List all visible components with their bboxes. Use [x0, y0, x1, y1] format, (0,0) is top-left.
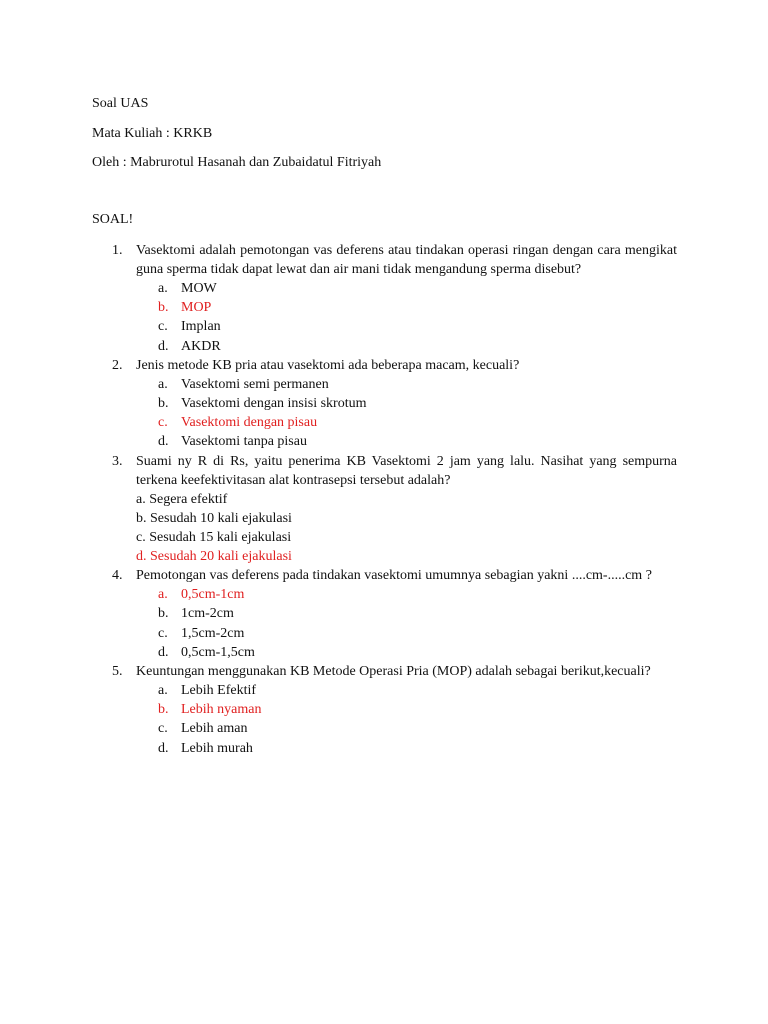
option-letter: b. — [158, 702, 169, 718]
course-line: Mata Kuliah : KRKB — [92, 126, 213, 141]
option-text: Lebih murah — [181, 740, 253, 756]
option-a — [0, 681, 768, 700]
document-title: Soal UAS — [92, 96, 149, 111]
option-d — [0, 643, 768, 662]
option-c-answer — [0, 413, 768, 432]
option-text: Vasektomi tanpa pisau — [181, 434, 307, 450]
option-text: 1cm-2cm — [181, 606, 234, 622]
option-text: c. Sesudah 15 kali ejakulasi — [136, 529, 292, 545]
option-c — [0, 317, 768, 336]
option-a — [0, 375, 768, 394]
option-list — [0, 279, 768, 356]
question-number: 2. — [112, 357, 123, 373]
option-a — [0, 279, 768, 298]
option-a — [0, 490, 768, 509]
option-letter: b. — [158, 606, 169, 622]
option-letter: d. — [158, 338, 169, 354]
option-d — [0, 739, 768, 758]
question-3 — [0, 452, 768, 567]
question-1 — [0, 241, 768, 356]
option-text: Vasektomi semi permanen — [181, 376, 329, 392]
option-letter: b. — [158, 300, 169, 316]
question-text: Pemotongan vas deferens pada tindakan vasektomi umumnya sebagian yakni ....cm-.....cm ? — [136, 568, 652, 584]
option-d — [0, 337, 768, 356]
question-number: 4. — [112, 568, 123, 584]
option-text: 0,5cm-1,5cm — [181, 644, 255, 660]
option-list — [0, 490, 768, 567]
option-d — [0, 432, 768, 451]
option-text: b. Sesudah 10 kali ejakulasi — [136, 510, 292, 526]
question-number: 1. — [112, 243, 123, 258]
option-letter: d. — [158, 644, 169, 660]
option-text: Implan — [181, 319, 221, 335]
question-number: 5. — [112, 664, 123, 679]
option-text: Lebih Efektif — [181, 683, 257, 698]
option-letter: c. — [158, 415, 168, 431]
option-letter: c. — [158, 625, 168, 641]
option-c — [0, 624, 768, 643]
option-b — [0, 509, 768, 528]
option-letter: a. — [158, 281, 168, 296]
option-c — [0, 528, 768, 547]
question-number: 3. — [112, 453, 123, 469]
section-label: SOAL! — [92, 212, 134, 227]
question-list — [0, 241, 768, 758]
option-c — [0, 719, 768, 738]
option-letter: c. — [158, 721, 168, 737]
question-4 — [0, 566, 768, 662]
option-text: d. Sesudah 20 kali ejakulasi — [136, 549, 292, 565]
option-letter: c. — [158, 319, 168, 335]
question-2 — [0, 356, 768, 452]
question-text: Keuntungan menggunakan KB Metode Operasi Pria (MOP) adalah sebagai berikut,kecuali? — [136, 664, 651, 679]
option-b-answer — [0, 298, 768, 317]
option-text: MOW — [181, 281, 217, 296]
option-letter: a. — [158, 683, 168, 698]
option-text: Lebih nyaman — [181, 702, 262, 718]
option-b — [0, 394, 768, 413]
option-list — [0, 375, 768, 452]
option-text: MOP — [181, 300, 212, 316]
question-text: Suami ny R di Rs, yaitu penerima KB Vasektomi 2 jam yang lalu. Nasihat yang sempurna terkena keefektivitasan alat kontrasepsi tersebut adalah? — [136, 453, 677, 488]
option-text: a. Segera efektif — [136, 491, 228, 507]
authors-line: Oleh : Mabrurotul Hasanah dan Zubaidatul Fitriyah — [92, 155, 382, 170]
option-b — [0, 604, 768, 623]
option-list — [0, 585, 768, 662]
option-list — [0, 681, 768, 758]
option-text: Lebih aman — [181, 721, 248, 737]
option-a-answer — [0, 585, 768, 604]
option-b-answer — [0, 700, 768, 719]
option-text: Vasektomi dengan pisau — [181, 415, 318, 431]
option-text: 0,5cm-1cm — [181, 587, 245, 603]
option-text: Vasektomi dengan insisi skrotum — [181, 395, 367, 411]
option-letter: a. — [158, 376, 168, 392]
question-text: Vasektomi adalah pemotongan vas deferens atau tindakan operasi ringan dengan cara mengikat guna sperma tidak dapat lewat dan air mani tidak mengandung sperma disebut? — [136, 243, 677, 277]
question-5 — [0, 662, 768, 758]
option-text: 1,5cm-2cm — [181, 625, 245, 641]
option-letter: a. — [158, 587, 168, 603]
question-text: Jenis metode KB pria atau vasektomi ada beberapa macam, kecuali? — [136, 357, 520, 373]
option-d-answer — [0, 547, 768, 566]
option-text: AKDR — [181, 338, 221, 354]
option-letter: d. — [158, 740, 169, 756]
option-letter: d. — [158, 434, 169, 450]
option-letter: b. — [158, 395, 169, 411]
